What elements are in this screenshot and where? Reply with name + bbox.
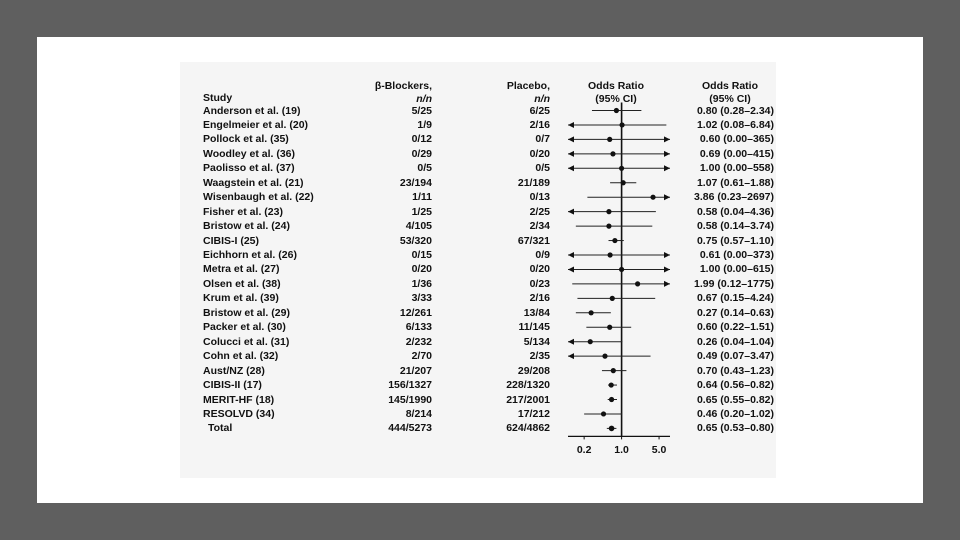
header-plot-sub: (95% CI) [595,93,637,105]
row-study-label: Olsen et al. (38) [203,277,281,290]
row-odds-ratio-text: 0.70 (0.43–1.23) [696,364,774,377]
row-placebo-value: 21/189 [517,176,550,189]
header-odds-ratio-title: Odds Ratio [701,80,758,92]
ci-arrow-left [568,209,574,215]
row-placebo-value: 217/2001 [506,393,550,406]
row-beta-blockers-value: 3/33 [411,292,432,305]
row-placebo-value: 0/5 [535,162,550,175]
row-study-label: CIBIS-I (25) [203,234,260,247]
row-study-label: Wisenbaugh et al. (22) [203,191,314,204]
row-placebo-value: 6/25 [529,104,550,117]
row-placebo-value: 67/321 [517,234,550,247]
ci-arrow-left [568,252,574,258]
row-placebo-value: 17/212 [517,407,550,420]
row-study-label: Packer et al. (30) [203,321,286,334]
row-odds-ratio-text: 0.80 (0.28–2.34) [696,104,774,117]
point-estimate [650,195,655,200]
row-odds-ratio-text: 0.64 (0.56–0.82) [696,379,774,392]
row-study-label: Waagstein et al. (21) [203,176,304,189]
x-tick-label: 5.0 [651,444,667,457]
ci-arrow-left [568,339,574,345]
header-placebo-title: Placebo, [506,80,550,92]
row-placebo-value: 29/208 [517,364,550,377]
row-study-label: Cohn et al. (32) [203,350,279,363]
header-odds-ratio-sub: (95% CI) [709,93,751,105]
row-beta-blockers-value: 2/70 [411,350,432,363]
point-estimate [614,108,619,113]
row-placebo-value: 2/35 [529,350,550,363]
row-beta-blockers-value: 12/261 [399,306,432,319]
row-odds-ratio-text: 0.49 (0.07–3.47) [696,350,774,363]
row-odds-ratio-text: 0.60 (0.00–365) [699,133,774,146]
ci-arrow-right [664,136,670,142]
row-odds-ratio-text: 0.75 (0.57–1.10) [696,234,774,247]
point-estimate [612,238,617,243]
row-study-label: RESOLVD (34) [203,407,275,420]
row-placebo-value: 0/13 [529,191,550,204]
row-odds-ratio-text: 0.61 (0.00–373) [699,249,774,261]
ci-arrow-left [568,122,574,128]
row-study-label: Colucci et al. (31) [203,335,290,348]
point-estimate [609,382,614,387]
row-study-label: Aust/NZ (28) [203,364,265,377]
row-placebo-value: 0/20 [529,263,550,276]
point-estimate [601,411,606,416]
row-beta-blockers-value: 145/1990 [388,393,432,406]
row-odds-ratio-text: 0.67 (0.15–4.24) [696,292,774,305]
ci-arrow-right [664,266,670,272]
row-study-label: CIBIS-II (17) [203,379,262,392]
point-estimate [609,426,615,432]
row-odds-ratio-text: 0.69 (0.00–415) [699,147,774,160]
row-beta-blockers-value: 0/12 [411,133,432,146]
row-study-label: Eichhorn et al. (26) [203,249,297,261]
row-odds-ratio-text: 1.02 (0.08–6.84) [696,118,774,131]
row-odds-ratio-text: 0.60 (0.22–1.51) [696,321,774,334]
row-beta-blockers-value: 1/36 [411,277,432,290]
row-beta-blockers-value: 156/1327 [388,379,432,392]
ci-arrow-left [568,165,574,171]
row-placebo-value: 2/16 [529,292,550,305]
point-estimate [607,252,612,257]
row-study-label: MERIT-HF (18) [203,393,275,406]
point-estimate [607,325,612,330]
row-odds-ratio-text: 1.07 (0.61–1.88) [696,176,774,189]
row-study-label: Pollock et al. (35) [203,133,289,146]
row-odds-ratio-text: 0.27 (0.14–0.63) [696,306,774,319]
row-odds-ratio-text: 0.46 (0.20–1.02) [696,407,774,420]
row-placebo-value: 2/25 [529,205,550,218]
row-beta-blockers-value: 1/25 [411,205,432,218]
ci-arrow-right [664,151,670,157]
ci-arrow-right [664,281,670,287]
ci-arrow-left [568,136,574,142]
row-beta-blockers-value: 4/105 [405,220,432,233]
point-estimate [611,368,616,373]
ci-arrow-right [664,165,670,171]
row-beta-blockers-value: 0/20 [411,263,432,276]
row-beta-blockers-value: 0/15 [411,249,432,261]
row-odds-ratio-text: 0.26 (0.04–1.04) [696,335,774,348]
row-study-label: Krum et al. (39) [203,292,279,305]
row-beta-blockers-value: 6/133 [405,321,432,334]
point-estimate [619,122,624,127]
x-tick-label: 0.2 [576,444,592,457]
header-study-label: Study [203,92,233,104]
header-placebo-sub: n/n [534,93,550,105]
row-beta-blockers-value: 0/5 [417,162,432,175]
header-beta-blockers-sub: n/n [416,93,432,105]
point-estimate [588,339,593,344]
ci-arrow-left [568,151,574,157]
ci-arrow-left [568,353,574,359]
point-estimate [609,397,614,402]
row-placebo-value: 0/20 [529,147,550,160]
row-placebo-value: 0/7 [535,133,550,146]
point-estimate [610,296,615,301]
ci-arrow-right [664,194,670,200]
row-study-label: Bristow et al. (24) [203,220,290,233]
row-study-label: Bristow et al. (29) [203,306,290,319]
row-study-label: Anderson et al. (19) [203,104,301,117]
row-odds-ratio-text: 3.86 (0.23–2697) [694,191,774,204]
header-beta-blockers-title: β-Blockers, [374,80,432,92]
row-odds-ratio-text: 0.65 (0.53–0.80) [696,422,774,435]
row-placebo-value: 624/4862 [506,422,550,435]
row-beta-blockers-value: 0/29 [411,147,432,160]
row-placebo-value: 0/23 [529,277,550,290]
row-odds-ratio-text: 1.00 (0.00–615) [699,263,774,276]
point-estimate [619,166,624,171]
row-study-label: Total [208,422,233,435]
point-estimate [606,209,611,214]
row-study-label: Metra et al. (27) [203,263,280,276]
row-placebo-value: 2/34 [529,220,550,233]
row-odds-ratio-text: 0.65 (0.55–0.82) [696,393,774,406]
ci-arrow-left [568,266,574,272]
row-beta-blockers-value: 8/214 [405,407,432,420]
point-estimate [635,281,640,286]
row-study-label: Engelmeier et al. (20) [203,118,309,131]
point-estimate [619,267,624,272]
row-odds-ratio-text: 0.58 (0.14–3.74) [696,220,774,233]
x-tick-label: 1.0 [614,444,629,457]
header-plot-title: Odds Ratio [587,80,644,92]
point-estimate [606,224,611,229]
row-beta-blockers-value: 444/5273 [388,422,432,435]
row-placebo-value: 228/1320 [506,379,550,392]
row-beta-blockers-value: 2/232 [405,335,432,348]
row-beta-blockers-value: 23/194 [399,176,432,189]
row-placebo-value: 5/134 [523,335,550,348]
point-estimate [610,151,615,156]
row-beta-blockers-value: 1/11 [412,191,432,204]
point-estimate [621,180,626,185]
point-estimate [589,310,594,315]
row-beta-blockers-value: 1/9 [417,118,432,131]
row-placebo-value: 0/9 [535,249,550,261]
row-beta-blockers-value: 21/207 [399,364,432,377]
row-odds-ratio-text: 1.00 (0.00–558) [699,162,774,175]
row-beta-blockers-value: 53/320 [399,234,432,247]
row-placebo-value: 13/84 [523,306,550,319]
row-odds-ratio-text: 1.99 (0.12–1775) [694,277,774,290]
row-beta-blockers-value: 5/25 [411,104,432,117]
point-estimate [602,354,607,359]
row-odds-ratio-text: 0.58 (0.04–4.36) [696,205,774,218]
row-placebo-value: 2/16 [529,118,550,131]
row-study-label: Fisher et al. (23) [203,205,283,218]
point-estimate [607,137,612,142]
row-placebo-value: 11/145 [518,321,550,334]
row-study-label: Paolisso et al. (37) [203,162,295,175]
row-study-label: Woodley et al. (36) [203,147,295,160]
ci-arrow-right [664,252,670,258]
